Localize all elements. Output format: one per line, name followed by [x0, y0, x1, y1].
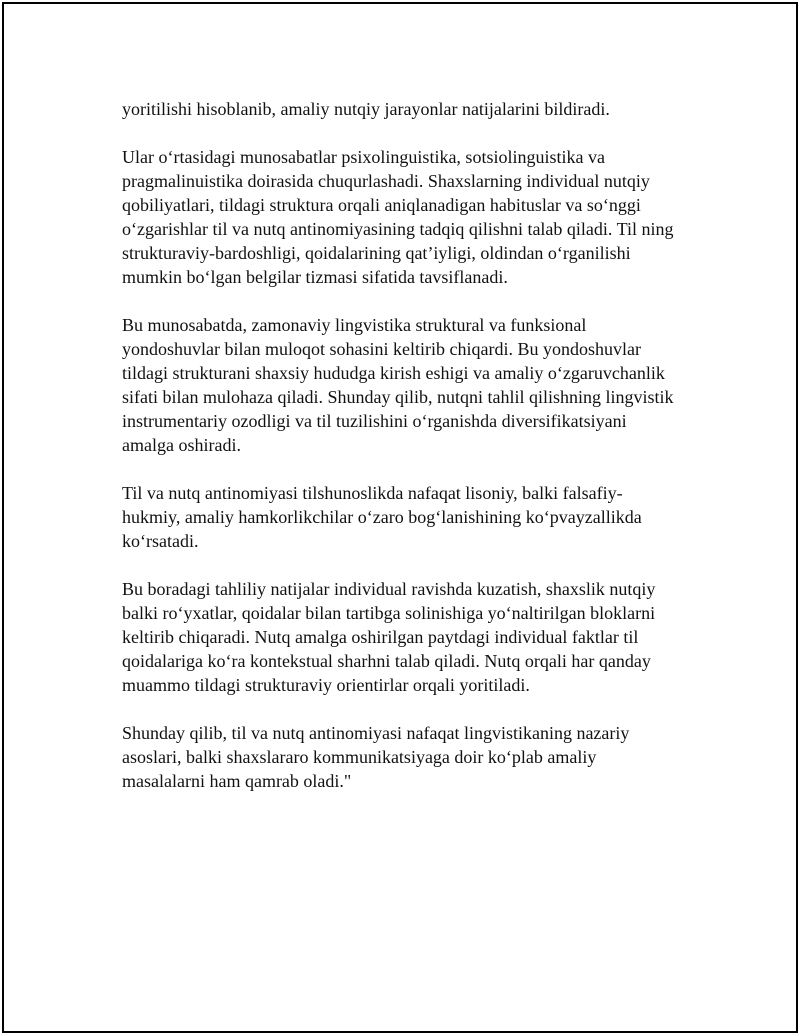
paragraph-5: Bu boradagi tahliliy natijalar individual ravishda kuzatish, shaxslik nutqiy balki ro‘yxatlar, qoidalar bilan tartibga solinishiga yo‘naltirilgan bloklarni keltirib chiqaradi. Nutq amalga oshirilgan paytdagi individual faktlar til qoidalariga ko‘ra kontekstual sharhni talab qiladi. Nutq orqali har qanday muammo tildagi strukturaviy orientirlar orqali yoritiladi. [122, 579, 656, 695]
document-body [122, 97, 692, 817]
paragraph-6: Shunday qilib, til va nutq antinomiyasi nafaqat lingvistikaning nazariy asoslari, balki shaxslararo kommunikatsiyaga doir ko‘plab amaliy masalalarni ham qamrab oladi." [122, 723, 630, 791]
paragraph-3: Bu munosabatda, zamonaviy lingvistika struktural va funksional yondoshuvlar bilan muloqot sohasini keltirib chiqardi. Bu yondoshuvlar tildagi strukturani shaxsiy hududga kirish eshigi va amaliy o‘zgaruvchanlik sifati bilan mulohaza qiladi. Shunday qilib, nutqni tahlil qilishning lingvistik instrumentariy ozodligi va til tuzilishini o‘rganishda diversifikatsiyani amalga oshiradi. [122, 315, 674, 455]
paragraph-1: yoritilishi hisoblanib, amaliy nutqiy jarayonlar natijalarini bildiradi. [122, 99, 610, 119]
page-frame [2, 2, 798, 1033]
paragraph-4: Til va nutq antinomiyasi tilshunoslikda nafaqat lisoniy, balki falsafiy- hukmiy, amaliy hamkorlikchilar o‘zaro bog‘lanishining ko‘pvayzallikda ko‘rsatadi. [122, 483, 642, 551]
paragraph-2: Ular o‘rtasidagi munosabatlar psixolinguistika, sotsiolinguistika va pragmalinuistika doirasida chuqurlashadi. Shaxslarning individual nutqiy qobiliyatlari, tildagi struktura orqali aniqlanadigan habituslar va so‘nggi o‘zgarishlar til va nutq antinomiyasining tadqiq qilishni talab qiladi. Til ning strukturaviy-bardoshligi, qoidalarining qat’iyligi, oldindan o‘rganilishi mumkin bo‘lgan belgilar tizmasi sifatida tavsiflanadi. [122, 147, 674, 287]
